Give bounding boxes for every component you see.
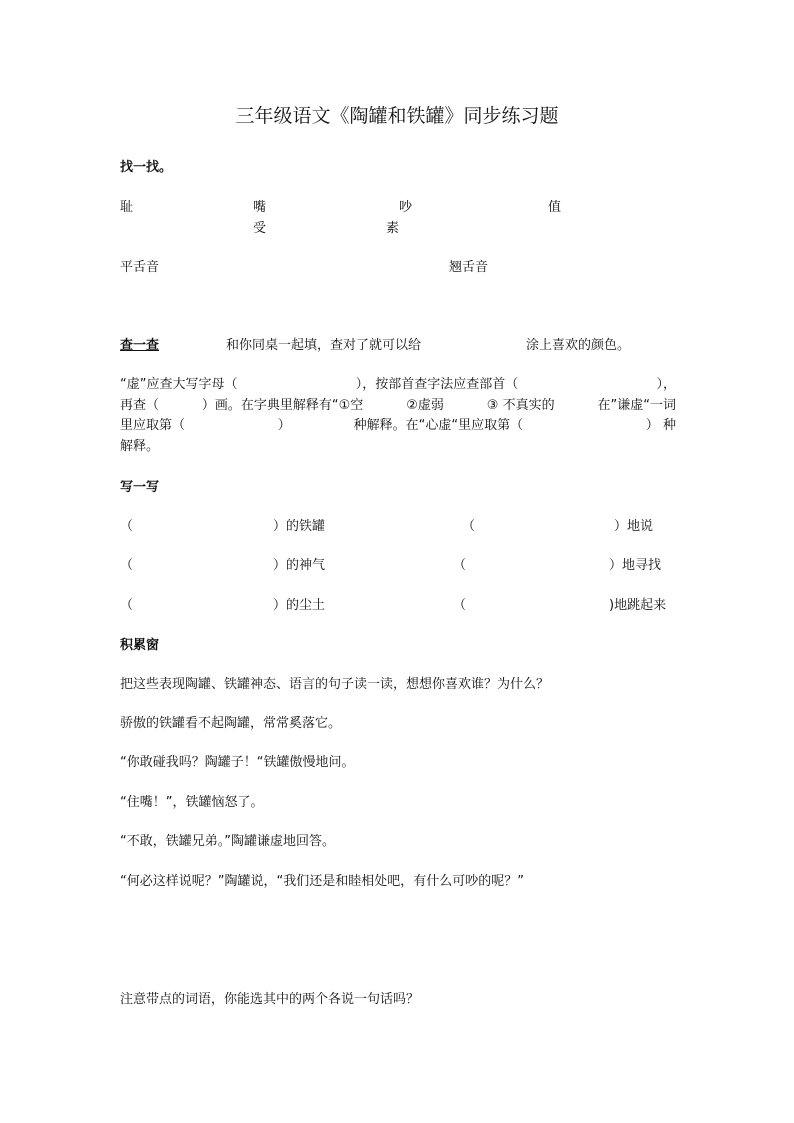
write-r2-lp1: （ (120, 558, 134, 573)
lookup-l1-c: ）， (656, 377, 676, 392)
lookup-l2-b: ）画。在字典里解释有“①空 (201, 397, 364, 413)
write-r3-lp2: （ (453, 598, 467, 613)
lookup-line-2 (120, 396, 676, 417)
write-heading: 写一写 (120, 480, 160, 495)
accumulate-line-2: 骄傲的铁罐看不起陶罐，常常奚落它。 (120, 716, 342, 731)
lookup-instruction: 和你同桌一起填，查对了就可以给 (226, 338, 422, 353)
write-r1-phrase1: ）的铁罐 (273, 519, 326, 534)
write-r1-lp2: （ (462, 519, 476, 534)
write-r1-lp1: （ (120, 519, 134, 534)
char-su: 素 (386, 221, 400, 236)
write-r2-phrase1: ）的神气 (273, 558, 326, 573)
lookup-l2-e: 在”谦虚“一词 (597, 397, 676, 413)
lookup-l2-c: ②虚弱 (406, 397, 444, 413)
accumulate-line-1: 把这些表现陶罐、铁罐神态、语言的句子读一读，想想你喜欢谁？为什么？ (120, 677, 550, 692)
lookup-l3-d: ） 种 (645, 418, 676, 433)
lookup-l1-a: “虚”应查大写字母（ (120, 377, 238, 392)
find-heading: 找一找。 (120, 160, 173, 175)
page-title: 三年级语文《陶罐和铁罐》同步练习题 (235, 105, 559, 127)
lookup-l3-b: ） (277, 418, 291, 433)
char-chi: 耻 (120, 200, 134, 215)
accumulate-line-4: “住嘴！”，铁罐恼怒了。 (120, 795, 264, 810)
char-chao: 吵 (399, 200, 413, 215)
bottom-question: 注意带点的词语，你能选其中的两个各说一句话吗？ (120, 992, 420, 1007)
write-r2-lp2: （ (453, 558, 467, 573)
accumulate-line-3: “你敢碰我吗？陶罐子！“铁罐傲慢地问。 (120, 755, 355, 770)
lookup-line-1 (120, 375, 676, 396)
lookup-l3-c: 种解释。在“心虚“里应取第（ (353, 418, 524, 433)
lookup-l2-d: ③ 不真实的 (486, 397, 555, 413)
accumulate-line-6: “何必这样说呢？”陶罐说，“我们还是和睦相处吧，有什么可吵的呢？” (120, 874, 524, 889)
lookup-line-3 (120, 416, 676, 437)
accumulate-line-5: “不敢，铁罐兄弟。”陶罐谦虚地回答。 (120, 834, 335, 849)
lookup-paragraph (120, 375, 676, 457)
write-r2-phrase2: ）地寻找 (609, 558, 662, 573)
write-r3-phrase2: )地跳起来 (609, 598, 667, 613)
char-zhi: 值 (548, 200, 562, 215)
write-r1-phrase2: ）地说 (614, 519, 654, 534)
accumulate-heading: 积累窗 (120, 638, 160, 653)
lookup-line-4 (120, 437, 676, 458)
write-r3-phrase1: ）的尘土 (273, 598, 326, 613)
lookup-l4: 解释。 (120, 438, 160, 454)
char-shou: 受 (253, 221, 267, 236)
write-r3-lp1: （ (120, 598, 134, 613)
lookup-l3-a: 里应取第（ (120, 418, 186, 433)
flat-tongue-label: 平舌音 (120, 260, 160, 275)
char-zui: 嘴 (253, 200, 267, 215)
lookup-l2-a: 再查（ (120, 397, 160, 413)
curled-tongue-label: 翘舌音 (449, 260, 489, 275)
lookup-reward: 涂上喜欢的颜色。 (526, 338, 631, 353)
lookup-heading: 查一查 (120, 338, 160, 353)
lookup-l1-b: ），按部首查字法应查部首（ (355, 377, 519, 392)
